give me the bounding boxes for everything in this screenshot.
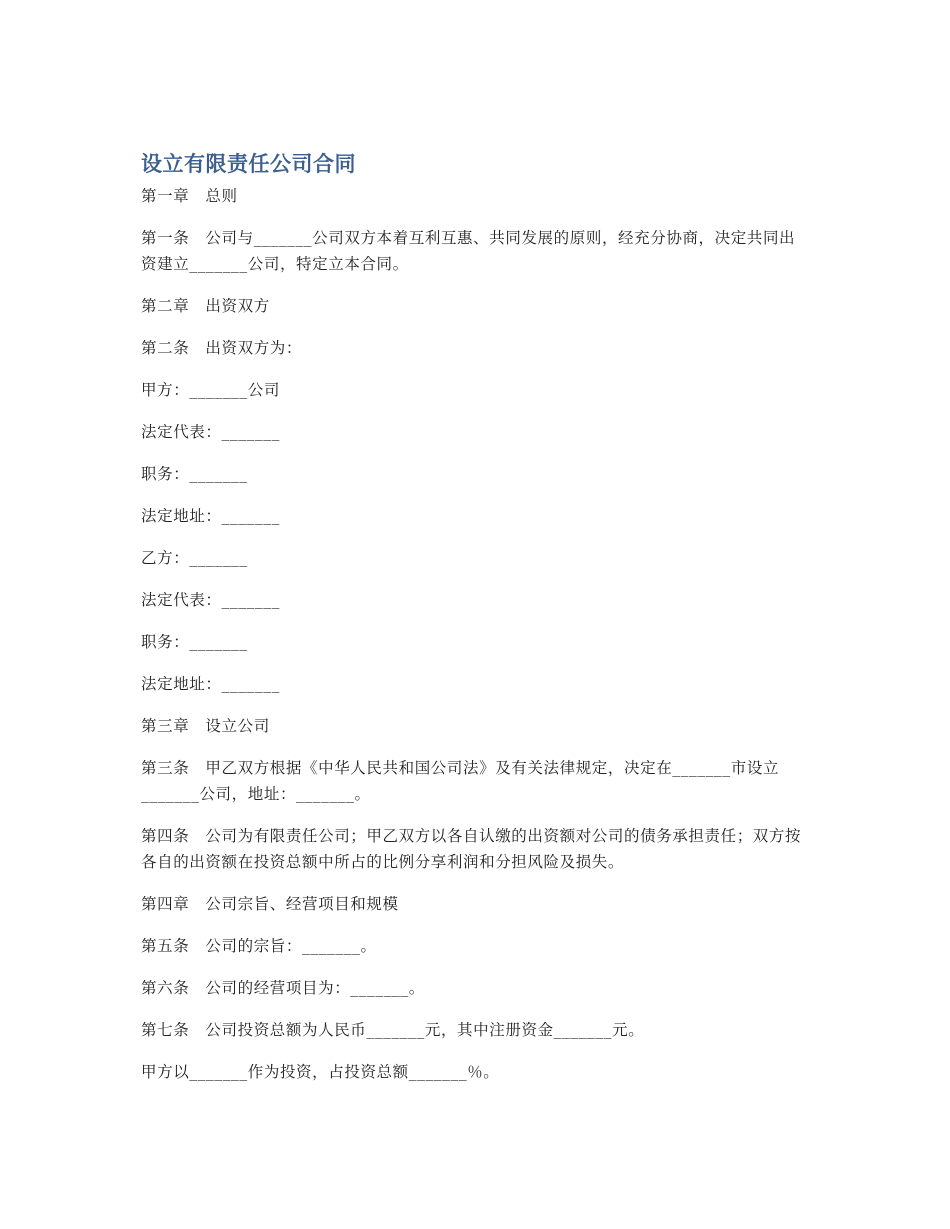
article-paragraph: 第四条 公司为有限责任公司；甲乙双方以各自认缴的出资额对公司的债务承担责任；双方按各自的出资额在投资总额中所占的比例分享利润和分担风险及损失。 bbox=[141, 827, 802, 871]
party-field: 法定地址：_______ bbox=[141, 507, 280, 525]
chapter-heading: 第一章 总则 bbox=[141, 187, 238, 205]
party-field: 甲方：_______公司 bbox=[141, 381, 280, 399]
party-field: 职务：_______ bbox=[141, 465, 248, 483]
document-title: 设立有限责任公司合同 bbox=[141, 152, 356, 176]
document-page bbox=[141, 146, 811, 1085]
party-field: 法定地址：_______ bbox=[141, 675, 280, 693]
party-field: 法定代表：_______ bbox=[141, 423, 280, 441]
article-paragraph: 第二条 出资双方为： bbox=[141, 339, 303, 357]
party-field: 职务：_______ bbox=[141, 633, 248, 651]
article-paragraph: 第一条 公司与_______公司双方本着互利互惠、共同发展的原则，经充分协商，决定共同出资建立_______公司，特定立本合同。 bbox=[141, 229, 796, 273]
party-field: 法定代表：_______ bbox=[141, 591, 280, 609]
article-paragraph: 第五条 公司的宗旨：_______。 bbox=[141, 937, 377, 955]
article-paragraph: 第七条 公司投资总额为人民币_______元，其中注册资金_______元。 bbox=[141, 1021, 645, 1039]
chapter-heading: 第三章 设立公司 bbox=[141, 717, 270, 735]
chapter-heading: 第四章 公司宗旨、经营项目和规模 bbox=[141, 895, 399, 913]
party-field: 乙方：_______ bbox=[141, 549, 248, 567]
article-paragraph: 第六条 公司的经营项目为：_______。 bbox=[141, 979, 425, 997]
article-paragraph: 甲方以_______作为投资，占投资总额_______％。 bbox=[141, 1063, 500, 1081]
article-paragraph: 第三条 甲乙双方根据《中华人民共和国公司法》及有关法律规定，决定在_______市设立_______公司，地址：_______。 bbox=[141, 759, 780, 803]
chapter-heading: 第二章 出资双方 bbox=[141, 297, 270, 315]
